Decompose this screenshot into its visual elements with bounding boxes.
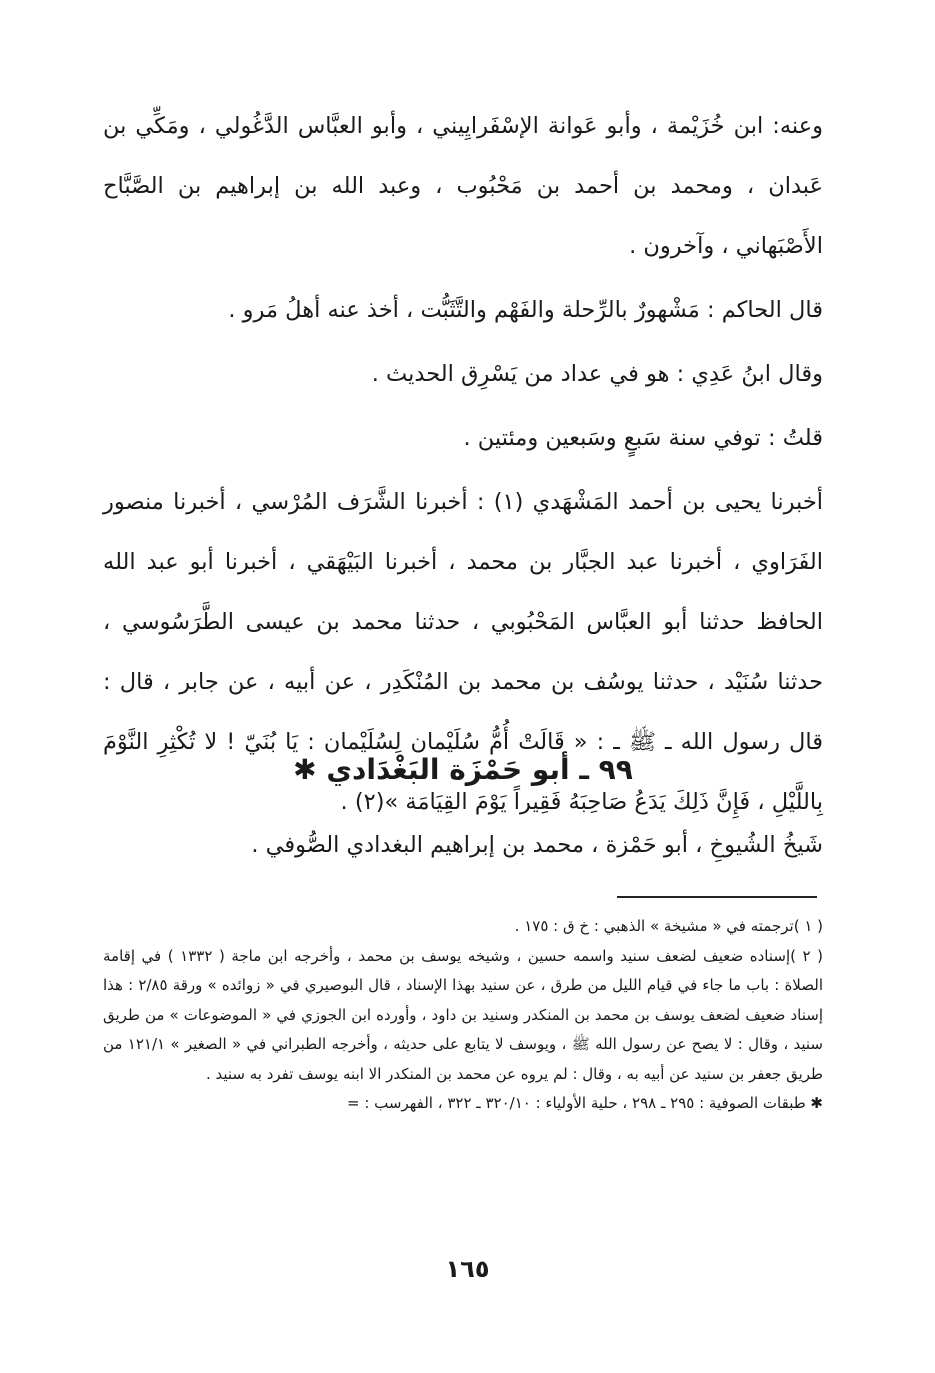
entry-heading: ٩٩ ـ أبو حَمْزَة البَغْدَادي ✱ — [293, 753, 633, 786]
paragraph-death-year: قلتُ : توفي سنة سَبعٍ وسَبعين ومئتين . — [463, 425, 823, 451]
main-text — [103, 96, 823, 832]
footnote-2: ( ٢ )إسناده ضعيف لضعف سنيد واسمه حسين ، وشيخه يوسف بن محمد ، وأخرجه ابن ماجة ( ١٣٣٢ ) في إقامة الصلاة : باب ما جاء في قيام الليل من طرق ، عن سنيد بهذا الإسناد ، قال البوصيري في « زوائده » ورقة ٢/٨٥ : هذا إسناد ضعيف لضعف يوسف بن محمد بن المنكدر وسنيد بن داود ، وأورده ابن الجوزي في « الموضوعات » من طريق سنيد ، وقال : لا يصح عن رسول الله ﷺ ، ويوسف لا يتابع على حديثه ، وأخرجه الطبراني في « الصغير » ١٢١/١ من طريق جعفر بن سنيد عن أبيه به ، وقال : لم يروه عن محمد بن المنكدر الا ابنه يوسف تفرد به سنيد . — [103, 946, 824, 1083]
footnotes — [103, 912, 823, 1119]
paragraph-ibn-adi: وقال ابنُ عَدِي : هو في عداد من يَسْرِق الحديث . — [371, 361, 823, 387]
paragraph-hakim: قال الحاكم : مَشْهورٌ بالرِّحلة والفَهْم والتَّثَبُّت ، أخذ عنه أهلُ مَرو . — [228, 297, 823, 323]
page-number: ١٦٥ — [445, 1255, 490, 1283]
footnote-1: ( ١ )ترجمته في « مشيخة » الذهبي : خ ق : ١٧٥ . — [514, 917, 823, 935]
entry-intro: شَيخُ الشُيوخِ ، أبو حَمْزة ، محمد بن إبراهيم البغدادي الصُّوفي . — [251, 832, 823, 858]
footnote-divider — [617, 896, 817, 898]
paragraph-hadith-chain: أخبرنا يحيى بن أحمد المَشْهَدي (١) : أخبرنا الشَّرَف المُرْسي ، أخبرنا منصور الفَرَاوي ، أخبرنا عبد الجبَّار بن محمد ، أخبرنا البَيْهَقي ، أخبرنا أبو عبد الله الحافظ حدثنا أبو العبَّاس المَحْبُوبي ، حدثنا محمد بن عيسى الطَّرَسُوسي ، حدثنا سُنَيْد ، حدثنا يوسُف بن محمد بن المُنْكَدِر ، عن أبيه ، عن جابر ، قال : قال رسول الله ـ ﷺ ـ : « قَالَتْ أُمُّ سُلَيْمان لِسُلَيْمان : يَا بُنَيّ ! لا تُكْثِرِ النَّوْمَ بِاللَّيْلِ ، فَإِنَّ ذَلِكَ يَدَعُ صَاحِبَهُ فَقِيراً يَوْمَ القِيَامَة »(٢) . — [103, 489, 823, 815]
footnote-sources: ✱ طبقات الصوفية : ٢٩٥ ـ ٢٩٨ ، حلية الأولياء : ٣٢٠/١٠ ـ ٣٢٢ ، الفهرسب : = — [347, 1094, 823, 1112]
paragraph-narrators: وعنه: ابن خُزَيْمة ، وأبو عَوانة الإسْفَرايِيني ، وأبو العبَّاس الدَّغُولي ، ومَكِّي بن عَبدان ، ومحمد بن أحمد بن مَحْبُوب ، وعبد الله بن إبراهيم بن الصَّبَّاح الأَصْبَهاني ، وآخرون . — [103, 113, 823, 259]
